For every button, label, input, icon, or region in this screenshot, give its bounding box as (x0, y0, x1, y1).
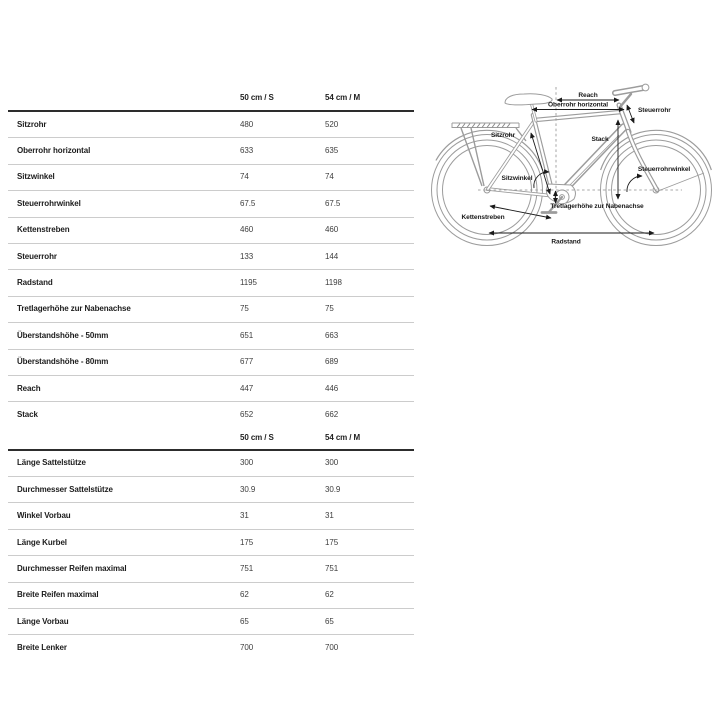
row-label: Tretlagerhöhe zur Nabenachse (17, 304, 131, 314)
row-value-size-m: 1198 (325, 278, 342, 288)
row-value-size-s: 633 (240, 146, 254, 156)
rear-fender (436, 130, 543, 169)
row-label: Steuerrohr (17, 251, 57, 261)
row-value-size-s: 74 (240, 172, 249, 182)
row-value-size-m: 30.9 (325, 484, 341, 494)
table-row (8, 350, 414, 376)
row-value-size-s: 677 (240, 357, 254, 367)
header-size-s: 50 cm / S (240, 433, 274, 443)
row-value-size-m: 689 (325, 357, 339, 367)
row-label: Winkel Vorbau (17, 511, 71, 521)
frame-geometry-rows (8, 112, 414, 428)
row-label: Sitzwinkel (17, 172, 55, 182)
header-size-m: 54 cm / M (325, 92, 361, 102)
kettenstreben-label: Kettenstreben (461, 214, 505, 221)
component-geometry-rows (8, 451, 414, 661)
row-value-size-m: 75 (325, 304, 334, 314)
geometry-table (8, 85, 414, 661)
row-value-size-s: 75 (240, 304, 249, 314)
saddle (505, 94, 552, 105)
row-value-size-s: 31 (240, 511, 249, 521)
table-row (8, 165, 414, 191)
row-label: Länge Vorbau (17, 616, 69, 626)
stem (620, 94, 631, 107)
row-label: Länge Sattelstütze (17, 458, 86, 468)
table-row (8, 138, 414, 164)
table-row (8, 609, 414, 635)
row-value-size-m: 175 (325, 537, 339, 547)
table-row (8, 556, 414, 582)
table-row (8, 583, 414, 609)
row-value-size-s: 133 (240, 251, 254, 261)
bike-geometry-diagram (430, 78, 720, 255)
table-row (8, 244, 414, 270)
row-label: Durchmesser Sattelstütze (17, 484, 113, 494)
row-value-size-m: 65 (325, 616, 334, 626)
table-row (8, 477, 414, 503)
radstand-label: Radstand (551, 238, 581, 246)
sitzrohr-label: Sitzrohr (490, 132, 516, 139)
row-value-size-s: 700 (240, 643, 254, 653)
row-label: Reach (17, 383, 41, 393)
row-value-size-m: 300 (325, 458, 339, 468)
row-value-size-m: 700 (325, 643, 339, 653)
row-label: Länge Kurbel (17, 537, 67, 547)
row-value-size-m: 751 (325, 563, 339, 573)
table-row (8, 376, 414, 402)
table-header-row-2 (8, 428, 414, 451)
tretlagerhoehe-label: Tretlagerhöhe zur Nabenachse (550, 203, 644, 210)
row-value-size-m: 635 (325, 146, 339, 156)
table-row (8, 270, 414, 296)
table-row (8, 530, 414, 556)
row-value-size-m: 144 (325, 251, 339, 261)
row-value-size-s: 30.9 (240, 484, 256, 494)
table-row (8, 503, 414, 529)
grip-end (642, 84, 649, 91)
row-value-size-s: 751 (240, 563, 254, 573)
row-value-size-s: 447 (240, 383, 254, 393)
battery-line (566, 135, 619, 189)
row-value-size-m: 446 (325, 383, 339, 393)
row-value-size-s: 652 (240, 409, 254, 419)
row-value-size-s: 300 (240, 458, 254, 468)
sitzwinkel-label: Sitzwinkel (501, 175, 533, 182)
row-label: Stack (17, 409, 38, 419)
table-header-row (8, 85, 414, 112)
row-label: Sitzrohr (17, 119, 47, 129)
row-value-size-s: 65 (240, 616, 249, 626)
row-label: Radstand (17, 278, 53, 288)
row-value-size-m: 67.5 (325, 198, 341, 208)
table-row (8, 323, 414, 349)
steuerrohrwinkel-label: Steuerrohrwinkel (637, 166, 691, 173)
front-fender-stay (658, 173, 704, 191)
oberrohr-label: Oberrohr horizontal (547, 101, 609, 109)
row-value-size-s: 460 (240, 225, 254, 235)
row-label: Kettenstreben (17, 225, 70, 235)
table-row (8, 451, 414, 477)
row-value-size-m: 520 (325, 119, 339, 129)
row-value-size-m: 662 (325, 409, 339, 419)
table-row (8, 112, 414, 138)
row-label: Breite Reifen maximal (17, 590, 99, 600)
steuerrohrwinkel-arc-arrow (627, 176, 642, 192)
reach-label: Reach (578, 92, 598, 99)
table-row (8, 297, 414, 323)
rack-hatching (457, 124, 510, 128)
row-label: Durchmesser Reifen maximal (17, 563, 127, 573)
row-value-size-m: 74 (325, 172, 334, 182)
table-row (8, 635, 414, 660)
table-row (8, 402, 414, 427)
row-label: Breite Lenker (17, 643, 67, 653)
stack-label: Stack (591, 136, 609, 143)
bike-frame (488, 105, 657, 196)
row-label: Oberrohr horizontal (17, 146, 91, 156)
steuerrohr-label: Steuerrohr (638, 107, 671, 114)
row-label: Überstandshöhe - 80mm (17, 357, 109, 367)
row-value-size-m: 31 (325, 511, 334, 521)
row-value-size-s: 651 (240, 330, 254, 340)
row-value-size-s: 67.5 (240, 198, 256, 208)
table-row (8, 218, 414, 244)
row-value-size-s: 1195 (240, 278, 257, 288)
steuerrohr-arrow (627, 105, 634, 123)
row-value-size-s: 480 (240, 119, 254, 129)
table-row (8, 191, 414, 217)
row-value-size-s: 175 (240, 537, 254, 547)
row-label: Steuerrohrwinkel (17, 198, 81, 208)
row-value-size-m: 663 (325, 330, 339, 340)
header-size-m: 54 cm / M (325, 433, 361, 443)
row-label: Überstandshöhe - 50mm (17, 330, 109, 340)
row-value-size-m: 460 (325, 225, 339, 235)
row-value-size-s: 62 (240, 590, 249, 600)
row-value-size-m: 62 (325, 590, 334, 600)
header-size-s: 50 cm / S (240, 92, 274, 102)
